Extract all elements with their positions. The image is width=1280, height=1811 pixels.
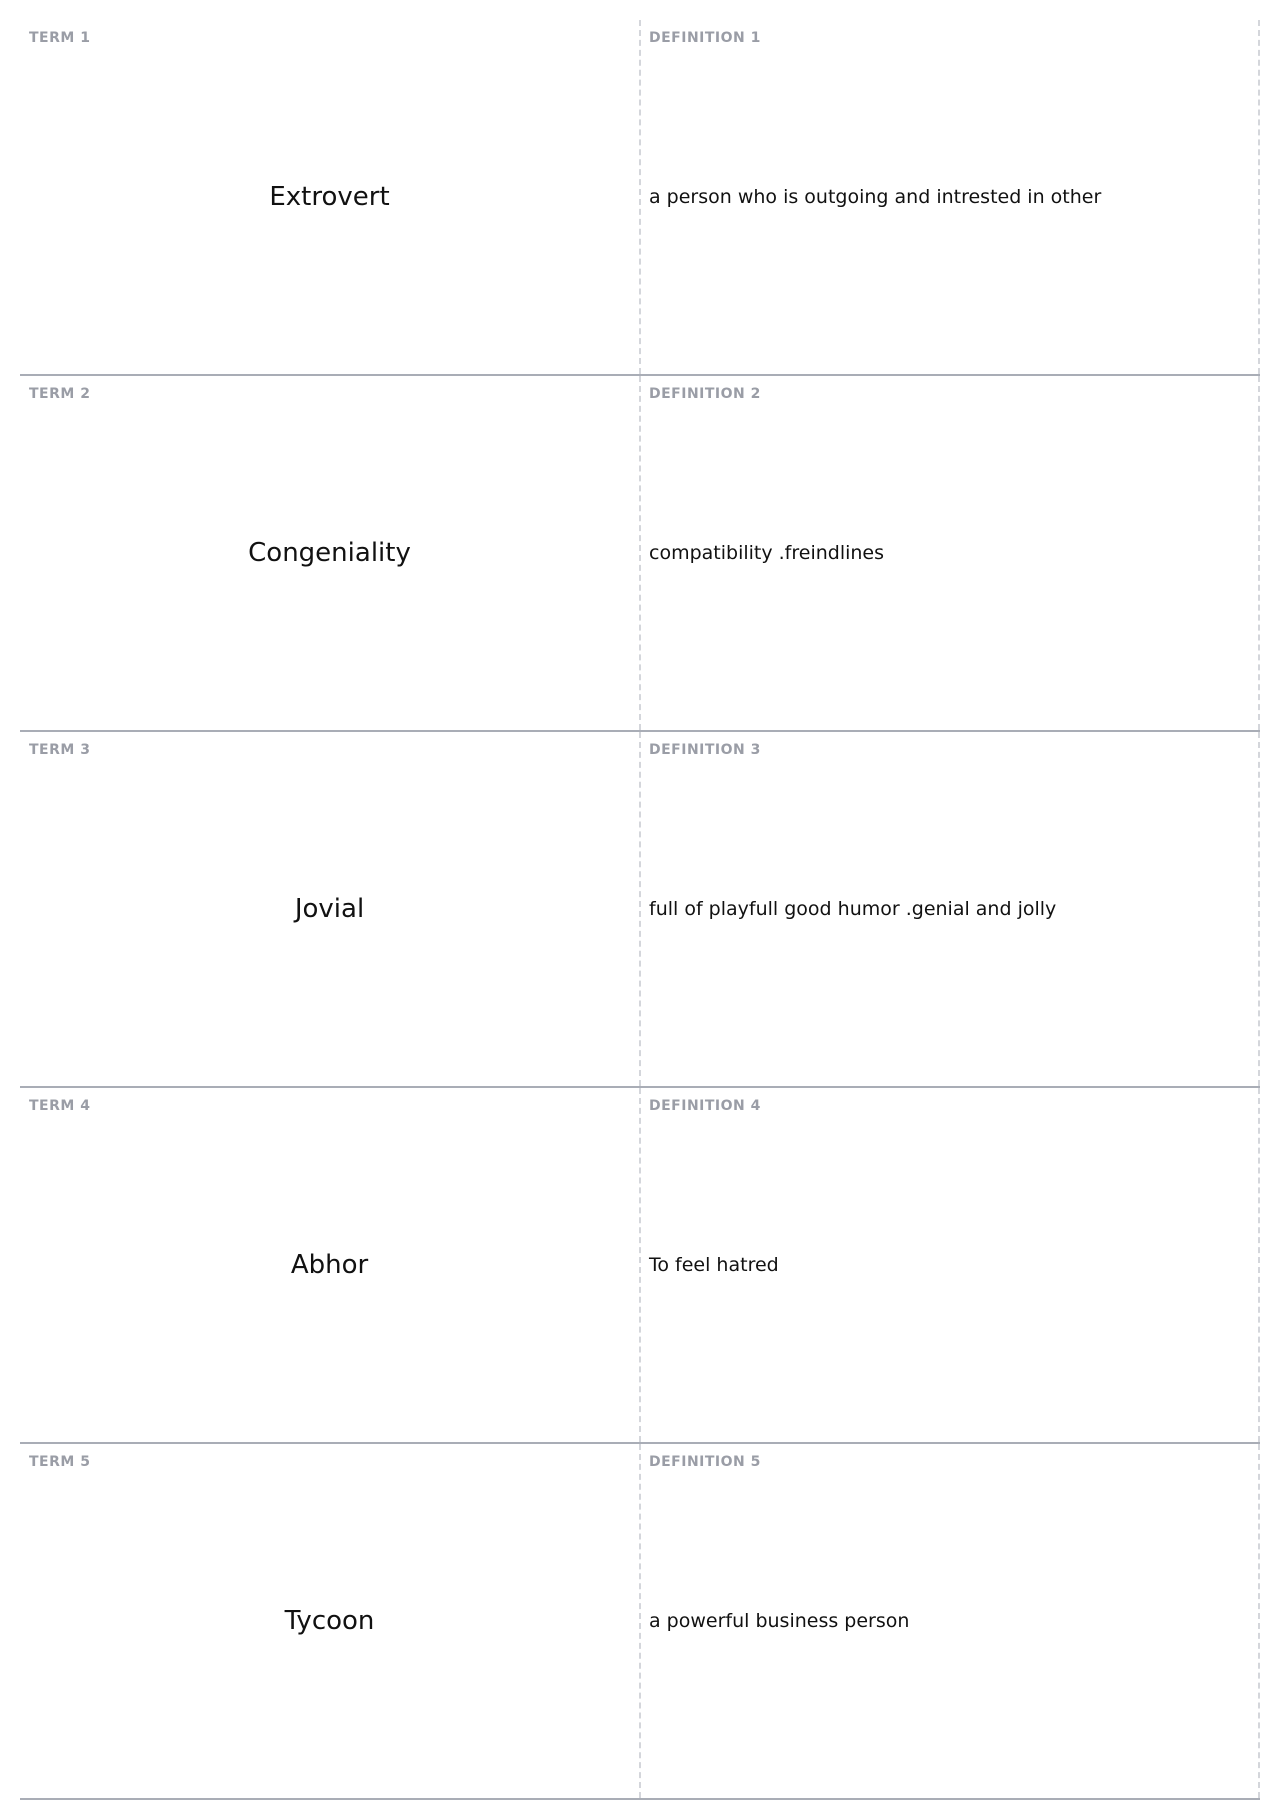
flashcard-row — [20, 732, 1260, 1088]
term-text: Tycoon — [284, 1606, 375, 1636]
term-cell — [20, 1088, 641, 1442]
term-text: Jovial — [294, 894, 365, 924]
definition-cell — [641, 1088, 1260, 1442]
definition-text: full of playfull good humor .genial and jolly — [649, 898, 1057, 920]
flashcard-sheet — [20, 20, 1260, 1795]
definition-label: DEFINITION 3 — [649, 742, 761, 758]
term-cell — [20, 1444, 641, 1798]
term-label: TERM 1 — [29, 30, 91, 46]
definition-label: DEFINITION 4 — [649, 1098, 761, 1114]
term-cell — [20, 20, 641, 374]
definition-text: a person who is outgoing and intrested in other — [649, 186, 1102, 208]
flashcard-row — [20, 376, 1260, 732]
definition-cell — [641, 20, 1260, 374]
term-cell — [20, 732, 641, 1086]
definition-label: DEFINITION 1 — [649, 30, 761, 46]
definition-cell — [641, 376, 1260, 730]
definition-text: compatibility .freindlines — [649, 542, 885, 564]
term-text: Congeniality — [248, 538, 411, 568]
definition-text: a powerful business person — [649, 1610, 910, 1632]
term-cell — [20, 376, 641, 730]
flashcard-row — [20, 1444, 1260, 1800]
term-label: TERM 3 — [29, 742, 91, 758]
term-label: TERM 2 — [29, 386, 91, 402]
definition-text: To feel hatred — [649, 1254, 779, 1276]
definition-cell — [641, 732, 1260, 1086]
definition-label: DEFINITION 5 — [649, 1454, 761, 1470]
flashcard-row — [20, 1088, 1260, 1444]
term-label: TERM 4 — [29, 1098, 91, 1114]
term-text: Abhor — [290, 1250, 369, 1280]
term-label: TERM 5 — [29, 1454, 91, 1470]
term-text: Extrovert — [269, 182, 390, 212]
definition-cell — [641, 1444, 1260, 1798]
flashcard-row — [20, 20, 1260, 376]
definition-label: DEFINITION 2 — [649, 386, 761, 402]
